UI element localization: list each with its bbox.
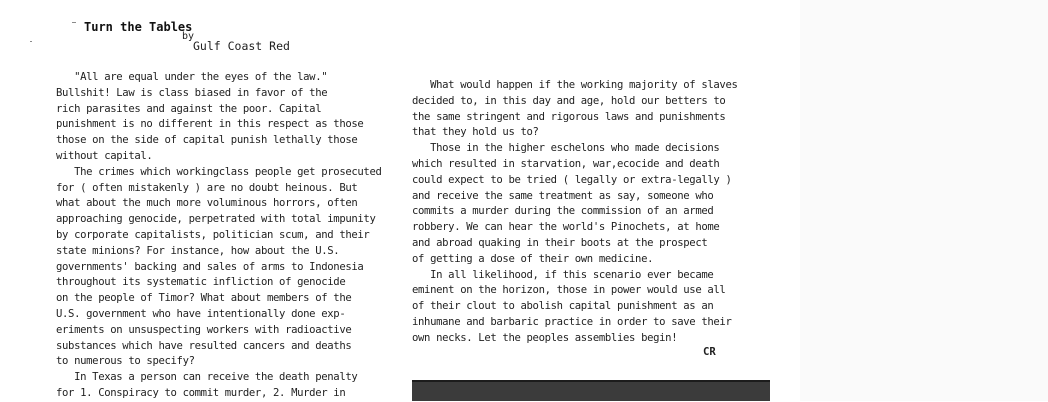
text-line: for 1. Conspiracy to commit murder, 2. Murder in xyxy=(56,386,346,399)
text-line: of their clout to abolish capital punishment as an xyxy=(412,300,714,313)
byline-author: Gulf Coast Red xyxy=(193,39,290,53)
right-text-column xyxy=(412,78,738,347)
text-line: without capital. xyxy=(56,149,153,162)
byline-by: by xyxy=(182,31,195,42)
text-line: decided to, in this day and age, hold our betters to xyxy=(412,94,726,107)
text-line: rich parasites and against the poor. Capital xyxy=(56,102,322,115)
text-line: substances which have resulted cancers and deaths xyxy=(56,339,352,352)
text-line: What would happen if the working majority of slaves xyxy=(412,79,738,91)
text-line: for ( often mistakenly ) are no doubt heinous. But xyxy=(56,181,358,194)
text-line: throughout its systematic infliction of genocide xyxy=(56,276,346,289)
text-line: Bullshit! Law is class biased in favor of the xyxy=(56,86,328,99)
text-line: "All are equal under the eyes of the law." xyxy=(56,71,328,83)
author-signature: CR xyxy=(703,346,716,358)
text-line: governments' backing and sales of arms to Indonesia xyxy=(56,260,364,273)
text-line: In all likelihood, if this scenario ever became xyxy=(412,268,714,281)
page-margin-shade xyxy=(800,0,1048,401)
text-line: that they hold us to? xyxy=(412,126,539,139)
text-line: eriments on unsuspecting workers with radioactive xyxy=(56,323,352,336)
text-line: punishment is no different in this respect as those xyxy=(56,118,364,131)
text-line: could expect to be tried ( legally or extra-legally ) xyxy=(412,173,732,186)
text-line: U.S. government who have intentionally done exp- xyxy=(56,307,346,320)
text-line: inhumane and barbaric practice in order to save their xyxy=(412,315,732,328)
text-line: own necks. Let the peoples assemblies begin! xyxy=(412,331,678,344)
photo-top-edge xyxy=(412,380,770,382)
text-line: by corporate capitalists, politician scum, and their xyxy=(56,228,370,241)
scan-speck xyxy=(30,41,32,42)
text-line: robbery. We can hear the world's Pinochets, at home xyxy=(412,221,720,234)
halftone-photo xyxy=(412,380,770,401)
scan-speck xyxy=(72,22,76,23)
left-text-column xyxy=(56,70,382,402)
text-line: and receive the same treatment as say, someone who xyxy=(412,189,714,202)
text-line: eminent on the horizon, those in power would use all xyxy=(412,284,726,297)
text-line: commits a murder during the commission of an armed xyxy=(412,205,714,218)
text-line: those on the side of capital punish lethally those xyxy=(56,134,358,147)
text-line: the same stringent and rigorous laws and punishments xyxy=(412,110,726,123)
text-line: approaching genocide, perpetrated with total impunity xyxy=(56,213,376,226)
text-line: what about the much more voluminous horrors, often xyxy=(56,197,358,210)
text-line: Those in the higher eschelons who made decisions xyxy=(412,142,720,155)
text-line: The crimes which workingclass people get prosecuted xyxy=(56,165,382,178)
text-line: In Texas a person can receive the death penalty xyxy=(56,371,358,384)
text-line: and abroad quaking in their boots at the prospect xyxy=(412,236,708,249)
article-title: Turn the Tables xyxy=(84,20,193,34)
text-line: which resulted in starvation, war,ecocide and death xyxy=(412,157,720,170)
text-line: to numerous to specify? xyxy=(56,355,195,368)
text-line: of getting a dose of their own medicine. xyxy=(412,252,654,265)
text-line: on the people of Timor? What about members of the xyxy=(56,292,352,305)
text-line: state minions? For instance, how about the U.S. xyxy=(56,244,340,257)
